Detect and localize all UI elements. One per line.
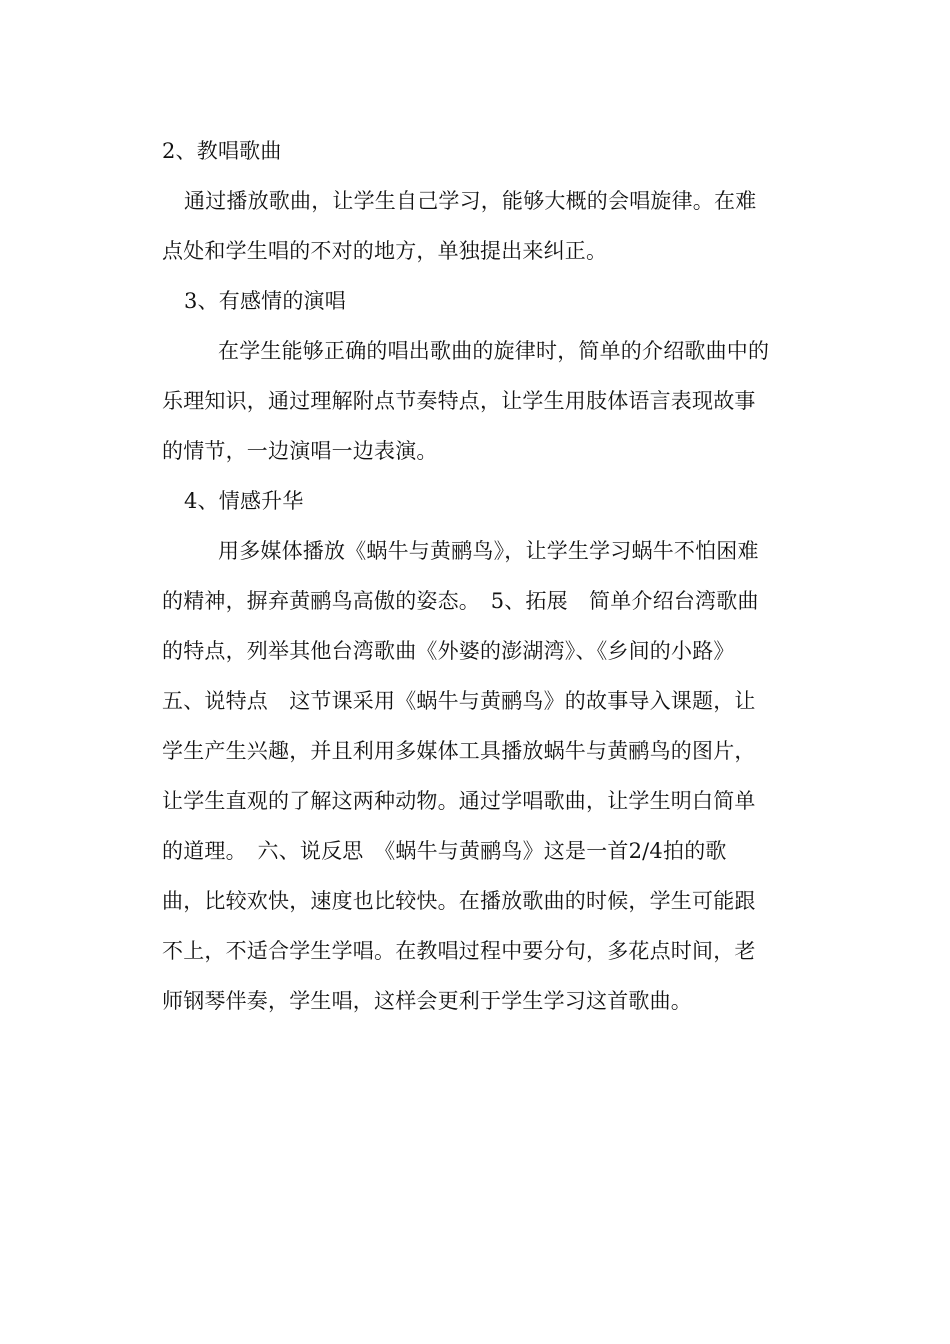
paragraph-line: 曲，比较欢快，速度也比较快。在播放歌曲的时候，学生可能跟 xyxy=(162,889,756,913)
paragraph-line: 的情节，一边演唱一边表演。 xyxy=(162,439,438,463)
paragraph-line: 学生产生兴趣，并且利用多媒体工具播放蜗牛与黄鹂鸟的图片， xyxy=(162,739,756,763)
paragraph-line: 的特点，列举其他台湾歌曲《外婆的澎湖湾》、《乡间的小路》 xyxy=(162,639,735,663)
paragraph-line: 通过播放歌曲，让学生自己学习，能够大概的会唱旋律。在难 xyxy=(184,189,757,213)
heading-emotion-sublimation: 4、情感升华 xyxy=(184,489,304,513)
paragraph-line: 五、说特点 这节课采用《蜗牛与黄鹂鸟》的故事导入课题，让 xyxy=(162,689,756,713)
paragraph-line: 点处和学生唱的不对的地方，单独提出来纠正。 xyxy=(162,239,608,263)
paragraph-line: 不上，不适合学生学唱。在教唱过程中要分句，多花点时间，老 xyxy=(162,939,756,963)
paragraph-line: 让学生直观的了解这两种动物。通过学唱歌曲，让学生明白简单 xyxy=(162,789,756,813)
paragraph-line: 的道理。 六、说反思 《蜗牛与黄鹂鸟》这是一首2/4拍的歌 xyxy=(162,839,727,863)
heading-emotional-singing: 3、有感情的演唱 xyxy=(184,289,346,313)
paragraph-line: 用多媒体播放《蜗牛与黄鹂鸟》，让学生学习蜗牛不怕困难 xyxy=(218,539,759,563)
paragraph-line: 在学生能够正确的唱出歌曲的旋律时，简单的介绍歌曲中的 xyxy=(218,339,770,363)
paragraph-line: 的精神，摒弃黄鹂鸟高傲的姿态。 5、拓展 简单介绍台湾歌曲 xyxy=(162,589,759,613)
heading-teach-song: 2、教唱歌曲 xyxy=(162,139,282,163)
paragraph-line: 乐理知识，通过理解附点节奏特点，让学生用肢体语言表现故事 xyxy=(162,389,756,413)
paragraph-line: 师钢琴伴奏，学生唱，这样会更利于学生学习这首歌曲。 xyxy=(162,989,692,1013)
